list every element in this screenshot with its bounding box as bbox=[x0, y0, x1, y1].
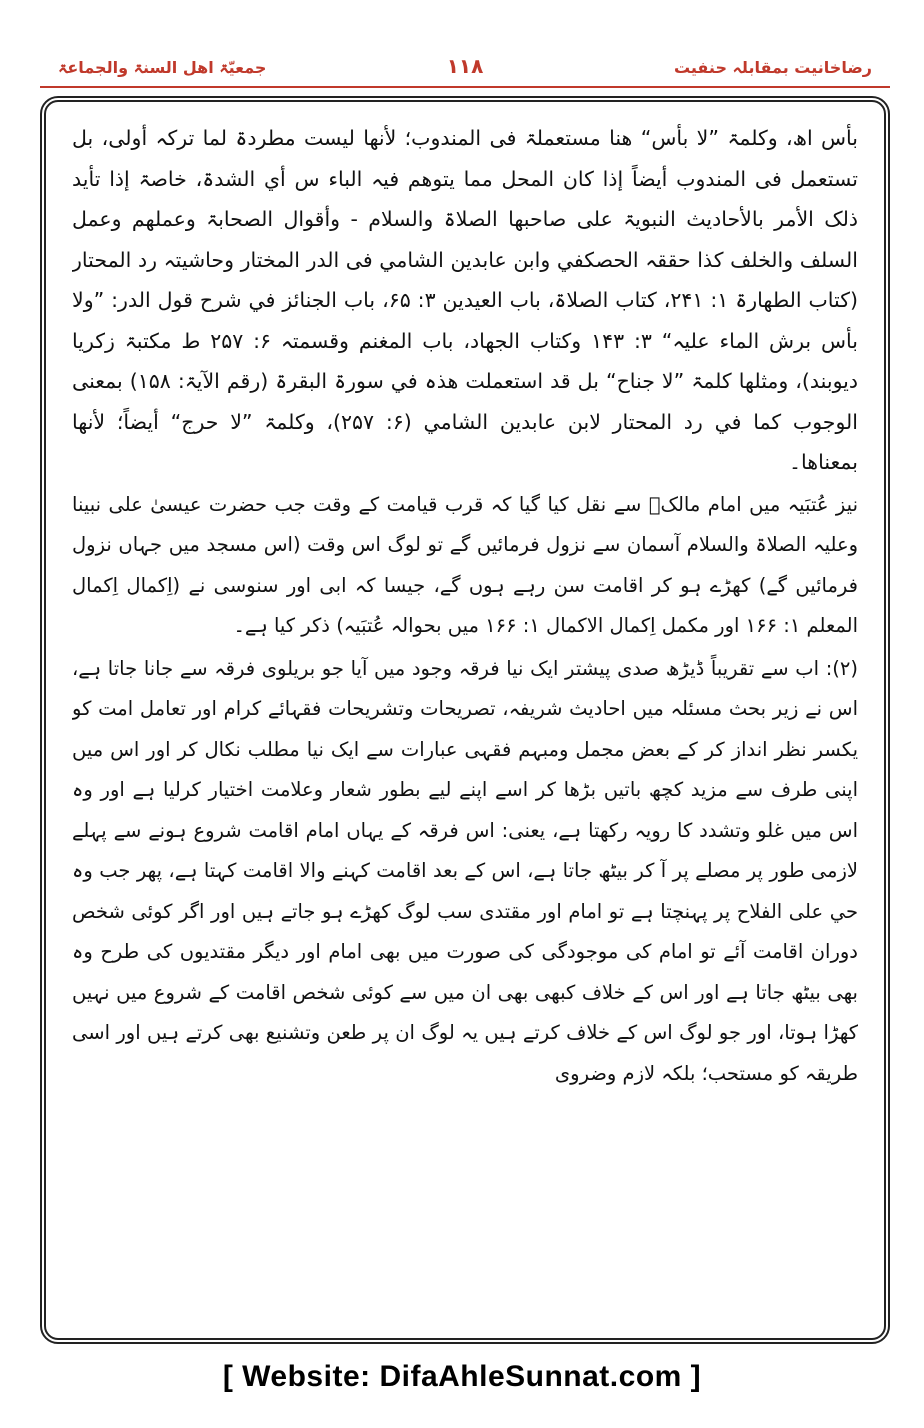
urdu-text-block-1 bbox=[72, 485, 858, 647]
arabic-text-block bbox=[72, 118, 858, 483]
urdu-paragraph-2: (۲): اب سے تقریباً ڈیڑھ صدی پیشتر ایک نیا فرقہ وجود میں آیا جو بریلوی فرقہ سے جانا جاتا ہے، اس نے زیر بحث مسئلہ میں احادیث شریفہ، تصریحات وتشریحات فقہائے کرام اور تعامل امت کو یکسر نظر انداز کر کے بعض مجمل ومبہم فقہی عبارات سے ایک نیا مطلب نکال کر اور اس میں اپنی طرف سے مزید کچھ باتیں بڑھا کر اسے اپنے لیے بطور شعار وعلامت اختیار کرلیا ہے اور وہ اس میں غلو وتشدد کا رویہ رکھتا ہے، یعنی: اس فرقہ کے یہاں امام اقامت شروع ہونے سے پہلے لازمی طور پر مصلے پر آ کر بیٹھ جاتا ہے، اس کے بعد اقامت کہنے والا اقامت کہتا ہے، پھر جب وہ حي علی الفلاح پر پہنچتا ہے تو امام اور مقتدی سب لوگ کھڑے ہو جاتے ہیں اور اگر کوئی شخص دوران اقامت آئے تو امام کی موجودگی کی صورت میں بھی امام اور دیگر مقتدیوں کی طرح وہ بھی بیٹھ جاتا ہے اور اس کے خلاف کبھی بھی ان میں سے کوئی شخص اقامت کے شروع میں نہیں کھڑا ہوتا، اور جو لوگ اس کے خلاف کرتے ہیں یہ لوگ ان پر طعن وتشنیع بھی کرتے ہیں اور اسی طریقہ کو مستحب؛ بلکہ لازم وضروی bbox=[72, 656, 858, 1085]
organization-title: جمعیّۃ اھل السنۃ والجماعۃ bbox=[58, 58, 267, 77]
page-body bbox=[72, 118, 858, 1328]
urdu-text-block-2 bbox=[72, 649, 858, 1095]
urdu-paragraph-1: نیز عُتبَیہ میں امام مالکؒ سے نقل کیا گیا کہ قرب قیامت کے وقت جب حضرت عیسیٰ علی نبینا وعلیہ الصلاۃ والسلام آسمان سے نزول فرمائیں گے تو لوگ اس وقت (اس مسجد میں جہاں نزول فرمائیں گے) کھڑے ہو کر اقامت سن رہے ہوں گے، جیسا کہ ابی اور سنوسی نے (اِکمال اِکمال المعلم ۱: ۱۶۶ اور مکمل اِکمال الاکمال ۱: ۱۶۶ میں بحوالہ عُتبَیہ) ذکر کیا ہے۔ bbox=[72, 492, 858, 637]
website-footer: [ Website: DifaAhleSunnat.com ] bbox=[222, 1360, 702, 1393]
header-divider bbox=[40, 86, 890, 88]
book-title: رضاخانیت بمقابلہ حنفیت bbox=[673, 58, 872, 77]
page-header bbox=[40, 52, 890, 82]
page-number: ۱۱۸ bbox=[446, 54, 484, 78]
arabic-paragraph: بأس اھ، وکلمۃ ”لا بأس“ ھنا مستعملۃ فی المندوب؛ لأنھا لیست مطردۃ لما ترکہ أولی، بل تستعمل فی المندوب أیضاً إذا کان المحل مما یتوھم فیہ الباء س أي الشدۃ، خاصۃ إذا تأید ذلک الأمر بالأحادیث النبویۃ علی صاحبھا الصلاۃ والسلام - وأقوال الصحابۃ وعملھم وعمل السلف والخلف کذا حققہ الحصکفي وابن عابدین الشامي فی الدر المختار وحاشیتہ رد المحتار (کتاب الطھارۃ ۱: ۲۴۱، کتاب الصلاۃ، باب العیدین ۳: ۶۵، باب الجنائز في شرح قول الدر: ”ولا بأس برش الماء علیہ“ ۳: ۱۴۳ وکتاب الجھاد، باب المغنم وقسمتہ ۶: ۲۵۷ ط مکتبۃ زکریا دیوبند)، ومثلھا کلمۃ ”لا جناح“ بل قد استعملت ھذہ في سورۃ البقرۃ (رقم الآیۃ: ۱۵۸) بمعنی الوجوب کما في رد المحتار لابن عابدین الشامي (۶: ۲۵۷)، وکلمۃ ”لا حرج“ أیضاً؛ لأنھا بمعناھا۔ bbox=[72, 126, 858, 474]
